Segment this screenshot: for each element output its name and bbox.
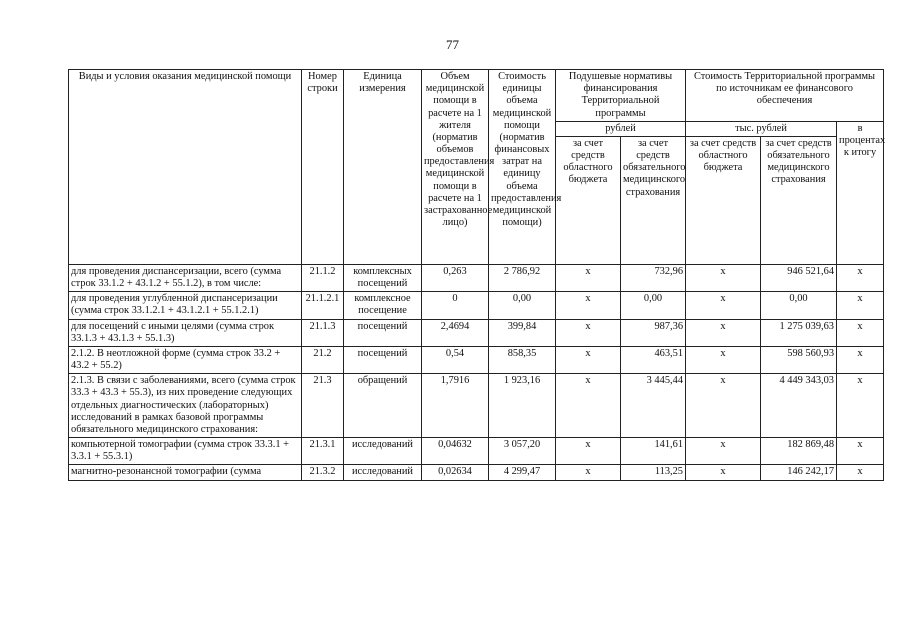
row-pct: x (837, 374, 884, 438)
header-volume: Объем медицинской помощи в расчете на 1 жителя (норматив объемов предоставления медицинской помощи в расчете на 1 застрахованное лицо) (422, 70, 489, 265)
row-kind: 2.1.2. В неотложной форме (сумма строк 33.2 + 43.2 + 55.2) (69, 346, 302, 373)
page-number: 77 (446, 37, 459, 52)
row-volume: 2,4694 (422, 319, 489, 346)
row-tc-oms: 0,00 (761, 292, 837, 319)
row-pct: x (837, 292, 884, 319)
row-pc-budget: x (556, 292, 621, 319)
row-pc-oms: 113,25 (621, 465, 686, 480)
row-kind: для проведения диспансеризации, всего (сумма строк 33.1.2 + 43.1.2 + 55.1.2), в том числе: (69, 264, 302, 291)
row-number: 21.3 (302, 374, 344, 438)
row-number: 21.1.2.1 (302, 292, 344, 319)
row-tc-budget: x (686, 465, 761, 480)
header-per-capita-norms: Подушевые нормативы финансирования Территориальной программы (556, 70, 686, 122)
table-row (69, 374, 884, 438)
row-number: 21.1.3 (302, 319, 344, 346)
row-pc-oms: 987,36 (621, 319, 686, 346)
header-oms-1: за счет средств обязательного медицинского страхования (621, 136, 686, 264)
row-volume: 0 (422, 292, 489, 319)
row-pc-oms: 0,00 (621, 292, 686, 319)
row-number: 21.1.2 (302, 264, 344, 291)
row-pc-budget: x (556, 319, 621, 346)
table-row (69, 346, 884, 373)
row-unit: исследований (344, 465, 422, 480)
row-tc-budget: x (686, 292, 761, 319)
row-cost: 3 057,20 (489, 438, 556, 465)
row-kind: магнитно-резонансной томографии (сумма (69, 465, 302, 480)
row-pc-budget: x (556, 465, 621, 480)
header-territorial-cost: Стоимость Территориальной программы по источникам ее финансового обеспечения (686, 70, 884, 122)
table-row (69, 465, 884, 480)
row-unit: исследований (344, 438, 422, 465)
row-kind: компьютерной томографии (сумма строк 33.3.1 + 3.3.1 + 55.3.1) (69, 438, 302, 465)
row-pc-oms: 463,51 (621, 346, 686, 373)
row-tc-budget: x (686, 346, 761, 373)
row-pc-oms: 732,96 (621, 264, 686, 291)
row-pct: x (837, 346, 884, 373)
row-unit: обращений (344, 374, 422, 438)
row-kind: для посещений с иными целями (сумма строк 33.1.3 + 43.1.3 + 55.1.3) (69, 319, 302, 346)
table-row (69, 319, 884, 346)
row-volume: 1,7916 (422, 374, 489, 438)
header-territorial-unit: тыс. рублей (686, 121, 837, 136)
header-percent: в процентах к итогу (837, 121, 884, 264)
header-regional-budget-1: за счет средств областного бюджета (556, 136, 621, 264)
header-cost-per-unit: Стоимость единицы объема медицинской помощи (норматив финансовых затрат на единицу объема предоставления медицинской помощи) (489, 70, 556, 265)
row-tc-budget: x (686, 319, 761, 346)
header-per-capita-unit: рублей (556, 121, 686, 136)
row-volume: 0,263 (422, 264, 489, 291)
row-number: 21.3.2 (302, 465, 344, 480)
row-pc-budget: x (556, 438, 621, 465)
row-tc-oms: 598 560,93 (761, 346, 837, 373)
medical-care-table (68, 69, 884, 481)
row-volume: 0,04632 (422, 438, 489, 465)
row-pct: x (837, 264, 884, 291)
row-tc-oms: 182 869,48 (761, 438, 837, 465)
row-tc-oms: 4 449 343,03 (761, 374, 837, 438)
table-row (69, 264, 884, 291)
row-tc-oms: 946 521,64 (761, 264, 837, 291)
row-number: 21.3.1 (302, 438, 344, 465)
row-tc-budget: x (686, 264, 761, 291)
row-pct: x (837, 438, 884, 465)
header-kind: Виды и условия оказания медицинской помощи (69, 70, 302, 265)
row-tc-budget: x (686, 374, 761, 438)
row-volume: 0,02634 (422, 465, 489, 480)
row-cost: 399,84 (489, 319, 556, 346)
row-tc-oms: 1 275 039,63 (761, 319, 837, 346)
row-pc-budget: x (556, 374, 621, 438)
row-number: 21.2 (302, 346, 344, 373)
header-row-number: Номер строки (302, 70, 344, 265)
row-unit: посещений (344, 346, 422, 373)
row-pc-oms: 3 445,44 (621, 374, 686, 438)
row-pc-oms: 141,61 (621, 438, 686, 465)
row-kind: для проведения углубленной диспансеризации (сумма строк 33.1.2.1 + 43.1.2.1 + 55.1.2.1) (69, 292, 302, 319)
row-pct: x (837, 465, 884, 480)
header-regional-budget-2: за счет средств областного бюджета (686, 136, 761, 264)
row-tc-oms: 146 242,17 (761, 465, 837, 480)
row-cost: 1 923,16 (489, 374, 556, 438)
header-unit: Единица измерения (344, 70, 422, 265)
header-oms-2: за счет средств обязательного медицинского страхования (761, 136, 837, 264)
row-cost: 0,00 (489, 292, 556, 319)
row-pc-budget: x (556, 346, 621, 373)
row-pc-budget: x (556, 264, 621, 291)
table-row (69, 438, 884, 465)
row-unit: комплексное посещение (344, 292, 422, 319)
row-tc-budget: x (686, 438, 761, 465)
row-kind: 2.1.3. В связи с заболеваниями, всего (сумма строк 33.3 + 43.3 + 55.3), из них проведение следующих отдельных диагностических (лабораторных) исследований в рамках базовой программы обязательного медицинского страхования: (69, 374, 302, 438)
row-cost: 858,35 (489, 346, 556, 373)
table-row (69, 292, 884, 319)
row-unit: посещений (344, 319, 422, 346)
row-cost: 2 786,92 (489, 264, 556, 291)
row-cost: 4 299,47 (489, 465, 556, 480)
row-pct: x (837, 319, 884, 346)
row-volume: 0,54 (422, 346, 489, 373)
row-unit: комплексных посещений (344, 264, 422, 291)
